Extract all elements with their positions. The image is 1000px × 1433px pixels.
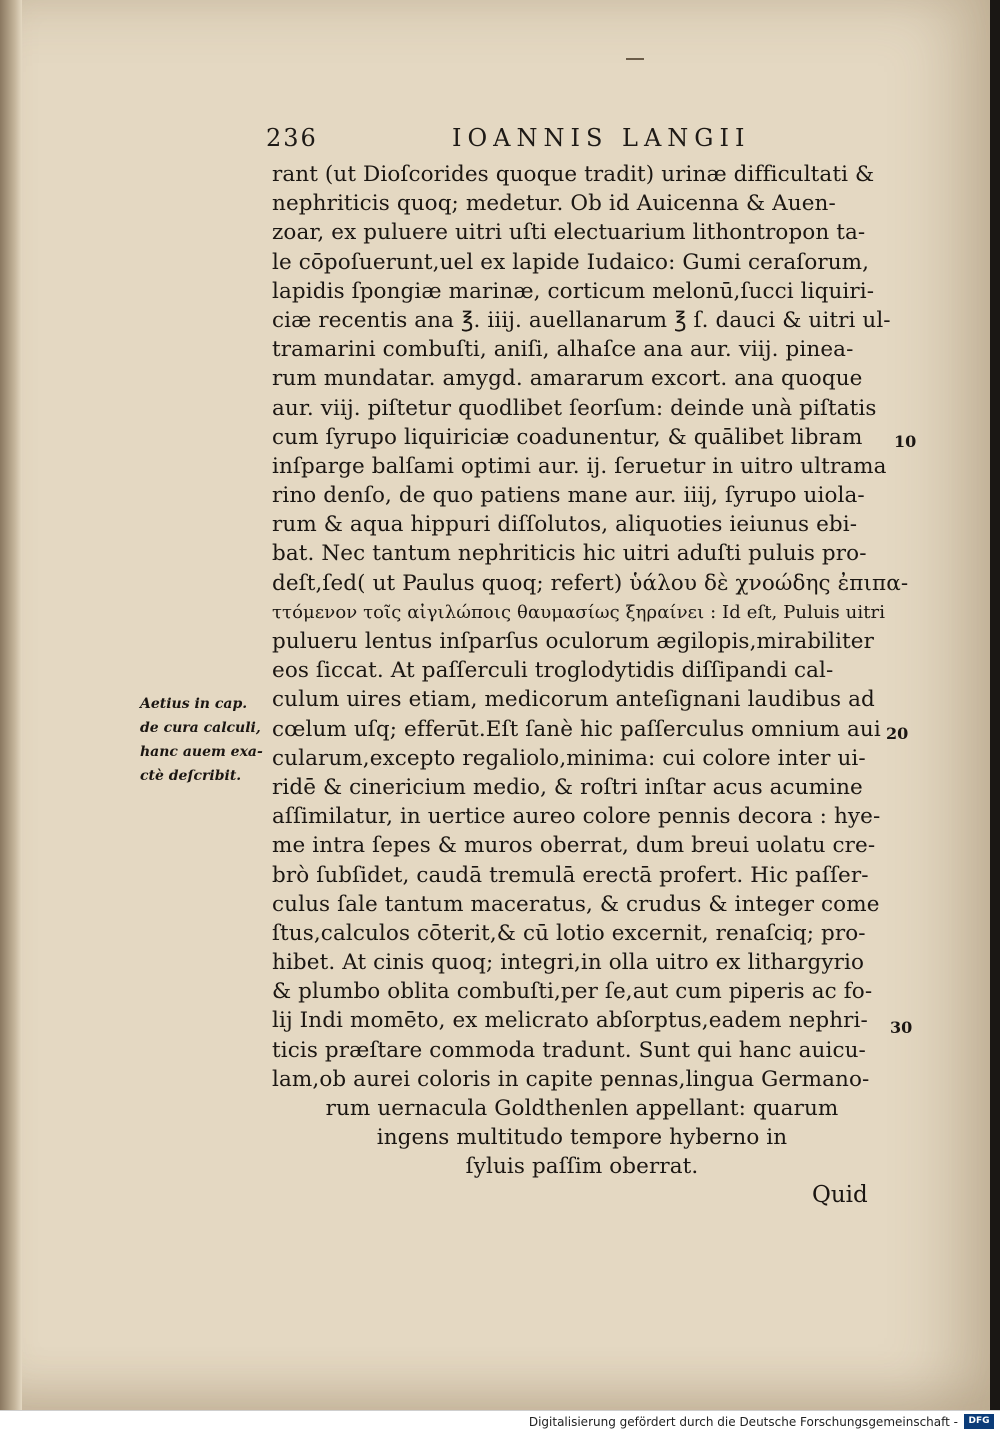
footer-bar	[0, 1410, 1000, 1433]
line-number-10: 10	[894, 432, 917, 451]
text-line: lapidis ſpongiæ marinæ, corticum melonū,ſucci liquiri-	[272, 278, 875, 304]
page-mark	[626, 58, 644, 60]
text-line: rum mundatar. amygd. amararum excort. ana quoque	[272, 366, 863, 392]
text-line: zoar, ex puluere uitri uſti electuarium lithontropon ta-	[272, 220, 866, 246]
text-line: hibet. At cinis quoq; integri,in olla uitro ex lithargyrio	[272, 950, 865, 976]
footer-credit: Digitalisierung gefördert durch die Deutsche Forschungsgemeinschaft -	[528, 1415, 958, 1429]
dfg-logo: DFG	[964, 1414, 994, 1429]
text-line: aur. viij. piſtetur quodlibet ſeorſum: deinde unà piſtatis	[272, 395, 877, 421]
line-number-20: 20	[886, 724, 909, 743]
catchword: Quid	[812, 1182, 868, 1208]
text-line: ticis præſtare commoda tradunt. Sunt qui hanc auicu-	[272, 1037, 866, 1063]
text-line: me intra ſepes & muros oberrat, dum breui uolatu cre-	[272, 833, 876, 859]
text-line: eos ſiccat. At paſſerculi troglodytidis diſſipandi cal-	[272, 658, 834, 684]
margin-note-line: ctè deſcribit.	[140, 768, 242, 784]
text-line: le cōpoſuerunt,uel ex lapide Iudaico: Gumi ceraſorum,	[272, 249, 870, 275]
text-line: ciæ recentis ana ℥. iiij. auellanarum ℥ ſ. dauci & uitri ul-	[272, 307, 891, 333]
text-line: lij Indi momēto, ex melicrato abſorptus,eadem nephri-	[272, 1008, 868, 1034]
margin-note-line: de cura calculi,	[140, 720, 261, 736]
text-line: nephriticis quoq; medetur. Ob id Auicenna & Auen-	[272, 191, 836, 217]
running-head-title: IOANNIS LANGII	[452, 124, 751, 152]
text-line: cum ſyrupo liquiriciæ coadunentur, & quālibet libram	[272, 424, 863, 450]
margin-note-line: hanc auem exa-	[140, 744, 263, 760]
text-line: tramarini combuſti, aniſi, alhaſce ana aur. viij. pinea-	[272, 337, 854, 363]
text-line: aſſimilatur, in uertice aureo colore pennis decora : hye-	[272, 804, 881, 830]
text-line-greek: ττόμενον τοῖς αἰγιλώποις θαυμασίως ξηραίνει : Id eſt, Puluis uitri	[272, 601, 886, 623]
text-line: pulueru lentus inſparſus oculorum ægilopis,mirabiliter	[272, 629, 874, 654]
text-line-centered: ingens multitudo tempore hyberno in	[376, 1125, 788, 1151]
text-line: lam,ob aurei coloris in capite pennas,lingua Germano-	[272, 1066, 870, 1092]
text-line: ridē & cinericium medio, & roſtri inſtar acus acumine	[272, 774, 863, 800]
text-line: rum & aqua hippuri diſſolutos, aliquoties ieiunus ebi-	[272, 512, 858, 538]
page-number: 236	[266, 124, 318, 152]
margin-note	[140, 692, 268, 788]
margin-note-line: Aetius in cap.	[140, 696, 248, 712]
text-line-centered: rum uernacula Goldthenlen appellant: quarum	[325, 1096, 839, 1121]
text-line: bat. Nec tantum nephriticis hic uitri aduſti puluis pro-	[272, 541, 867, 567]
text-line: culum uires etiam, medicorum anteſignani laudibus ad	[272, 687, 875, 713]
text-line: cularum,excepto regaliolo,minima: cui colore inter ui-	[272, 745, 866, 771]
text-line: inſparge balſami optimi aur. ij. ſeruetur in uitro ultrama	[272, 453, 887, 479]
book-spine	[0, 0, 22, 1410]
text-line: & plumbo oblita combuſti,per ſe,aut cum piperis ac fo-	[272, 979, 873, 1005]
text-line: cœlum uſq; efferūt.Eſt ſanè hic paſſerculus omnium aui	[272, 716, 881, 742]
text-line: culus ſale tantum maceratus, & crudus & integer come	[272, 891, 880, 917]
text-line-centered: ſyluis paſſim oberrat.	[465, 1154, 699, 1180]
text-line: deſt,ſed( ut Paulus quoq; refert) ὑάλου δὲ χνοώδης ἐπιπα-	[272, 570, 909, 596]
text-line: ſtus,calculos cōterit,& cū lotio excernit, renaſciq; pro-	[272, 920, 866, 946]
text-line: brò ſubſidet, caudā tremulā erectā profert. Hic paſſer-	[272, 862, 869, 888]
text-line: rant (ut Dioſcorides quoque tradit) urinæ difficultati &	[272, 162, 875, 187]
text-line: rino denſo, de quo patiens mane aur. iiij, ſyrupo uiola-	[272, 483, 865, 509]
line-number-30: 30	[890, 1018, 913, 1037]
